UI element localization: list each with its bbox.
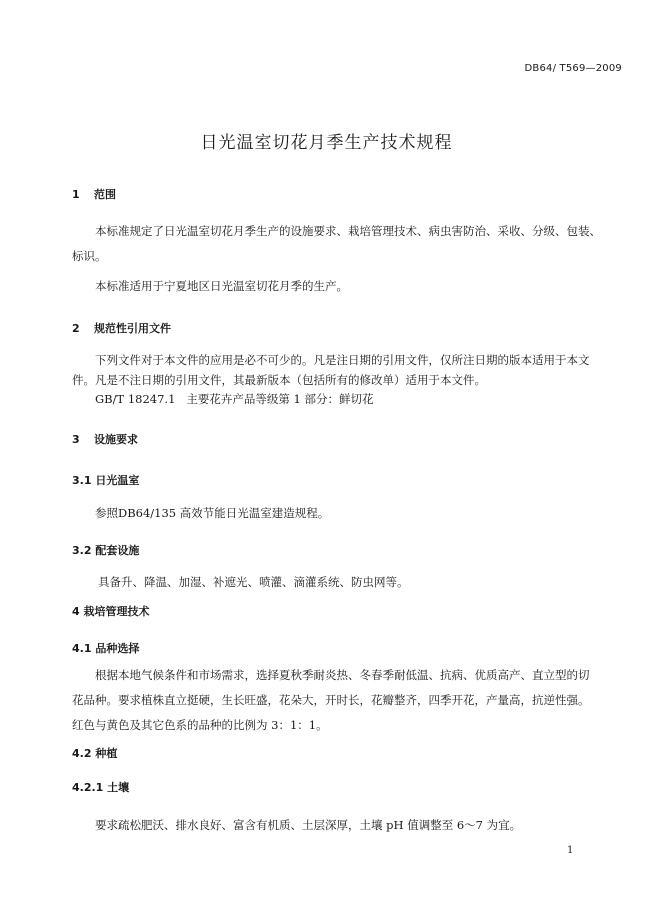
subsection-3-2-text: 具备升、降温、加湿、补遮光、喷灌、滴灌系统、防虫网等。	[98, 575, 409, 589]
section-title: 规范性引用文件	[94, 322, 171, 335]
subsection-4-1-line-2: 花品种。要求植株直立挺硬，生长旺盛，花朵大，开时长，花瓣整齐，四季开花，产量高，抗逆性强。	[72, 693, 590, 707]
subsection-title: 日光温室	[95, 474, 140, 487]
subsection-4-1-line-3: 红色与黄色及其它色系的品种的比例为 3：1：1。	[72, 718, 328, 732]
standard-id: DB64/ T569—2009	[524, 63, 622, 74]
section-4-heading	[72, 603, 150, 619]
subsection-number: 3.2	[72, 544, 92, 557]
subsection-number: 4.2.1	[72, 781, 104, 794]
section-title: 栽培管理技术	[83, 605, 150, 618]
normative-reference	[95, 389, 374, 410]
subsection-title: 土壤	[107, 781, 130, 794]
subsection-3-1-text: 参照DB64/135 高效节能日光温室建造规程。	[95, 506, 330, 520]
section-title: 范围	[94, 188, 116, 201]
subsection-4-2-heading	[72, 745, 117, 761]
subsection-title: 品种选择	[95, 642, 140, 655]
subsection-4-2-1-heading	[72, 779, 129, 795]
section-2-heading	[72, 320, 171, 336]
section-1-paragraph-2: 本标准适用于宁夏地区日光温室切花月季的生产。	[95, 279, 348, 293]
subsection-3-1-heading	[72, 472, 139, 488]
subsection-number: 3.1	[72, 474, 92, 487]
subsection-title: 配套设施	[95, 544, 140, 557]
section-title: 设施要求	[94, 433, 138, 446]
reference-code: GB/T 18247.1	[95, 392, 176, 406]
document-title: 日光温室切花月季生产技术规程	[200, 133, 453, 153]
section-1-heading	[72, 186, 116, 202]
subsection-number: 4.1	[72, 642, 92, 655]
reference-title: 主要花卉产品等级第 1 部分：鲜切花	[186, 392, 374, 406]
section-2-paragraph-line-1: 下列文件对于本文件的应用是必不可少的。凡是注日期的引用文件，仅所注日期的版本适用于本文	[95, 353, 590, 367]
subsection-title: 种植	[95, 747, 118, 760]
subsection-3-2-heading	[72, 542, 139, 558]
subsection-4-1-line-1: 根据本地气候条件和市场需求，选择夏秋季耐炎热、冬春季耐低温、抗病、优质高产、直立型的切	[95, 668, 590, 682]
section-2-paragraph-line-2: 件。凡是不注日期的引用文件，其最新版本（包括所有的修改单）适用于本文件。	[72, 373, 486, 387]
section-number: 1	[72, 188, 80, 201]
section-1-paragraph-1-line-1: 本标准规定了日光温室切花月季生产的设施要求、栽培管理技术、病虫害防治、采收、分级、包装、	[95, 224, 601, 238]
subsection-4-2-1-text: 要求疏松肥沃、排水良好、富含有机质、土层深厚，土壤 pH 值调整至 6～7 为宜。	[95, 818, 522, 832]
section-number: 3	[72, 433, 80, 446]
subsection-number: 4.2	[72, 747, 92, 760]
subsection-4-1-heading	[72, 640, 139, 656]
section-number: 4	[72, 605, 80, 618]
section-1-paragraph-1-line-2: 标识。	[72, 249, 107, 263]
page-number: 1	[567, 845, 574, 856]
section-3-heading	[72, 431, 138, 447]
section-number: 2	[72, 322, 80, 335]
